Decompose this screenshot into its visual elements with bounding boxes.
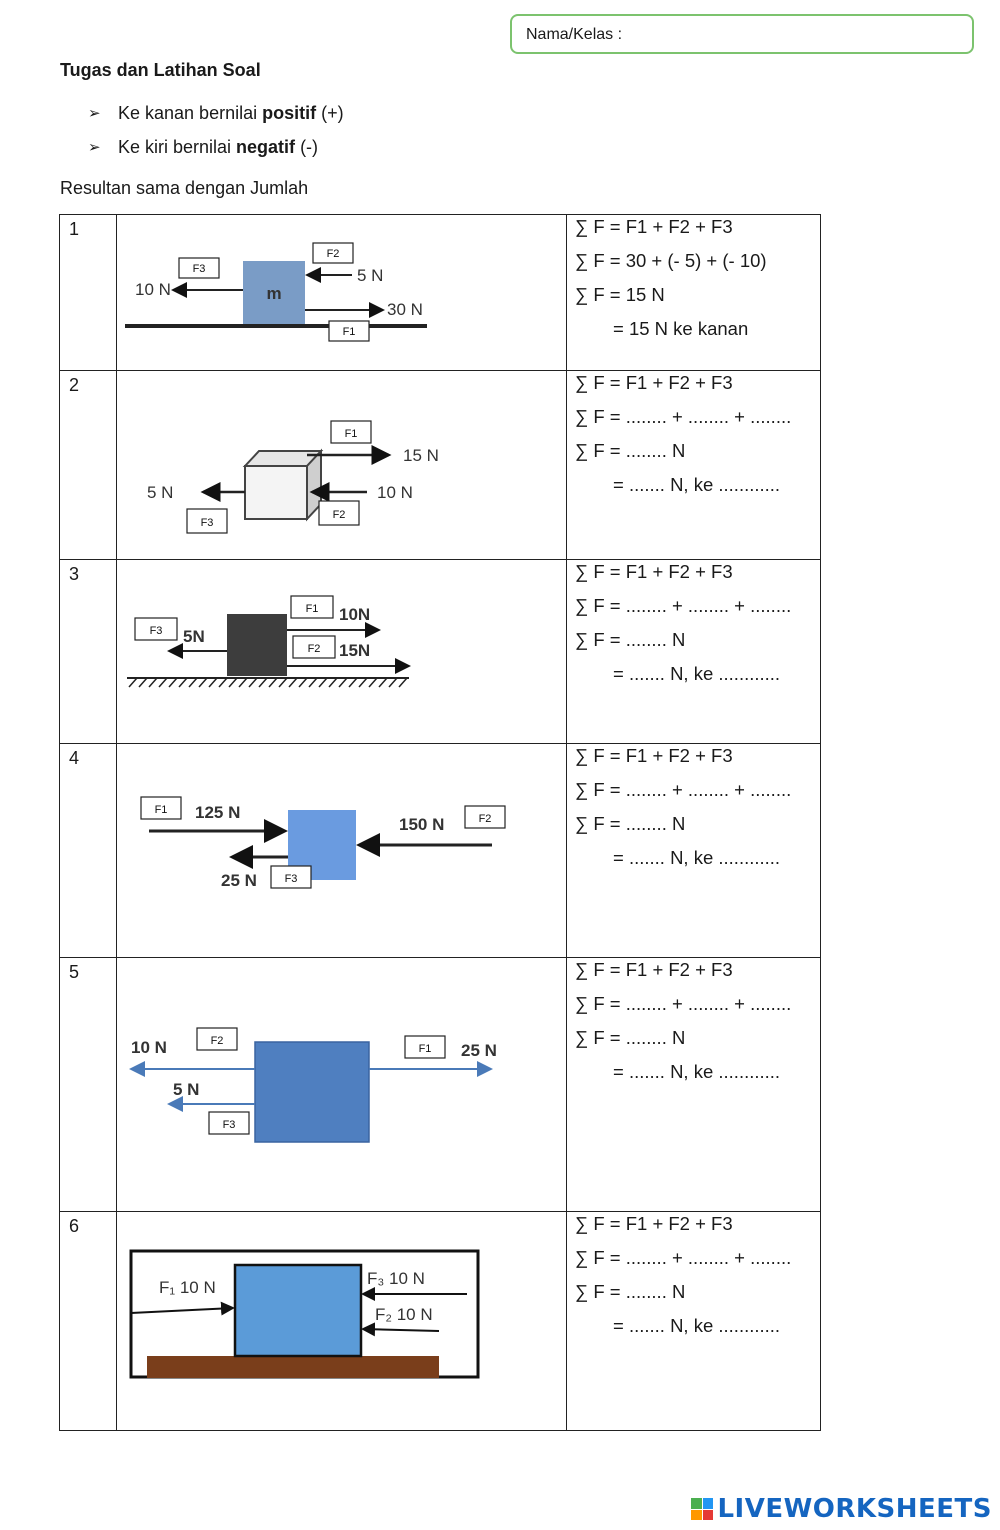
force-diagram-2: [117, 371, 567, 560]
eq-line-3: ∑ F = ........ N: [575, 1281, 686, 1302]
eq-line-4: = ....... N, ke ............: [613, 1315, 781, 1336]
eq-line-1: ∑ F = F1 + F2 + F3: [575, 959, 733, 980]
value-f2: F₂ 10 N: [375, 1305, 433, 1324]
value-f3: 10 N: [135, 280, 171, 299]
f3-label: F3: [149, 625, 163, 637]
eq-line-3: ∑ F = ........ N: [575, 813, 686, 834]
exercise-row-5: [60, 958, 821, 1212]
eq-line-2: ∑ F = ........ + ........ + ........: [575, 1247, 792, 1268]
dark-block: [227, 614, 287, 676]
row-number: 5: [60, 958, 117, 1212]
eq-line-3: ∑ F = ........ N: [575, 629, 686, 650]
rule-text: Ke kanan bernilai positif (+): [118, 102, 344, 123]
equation-cell-2: [567, 371, 821, 560]
eq-line-3: ∑ F = ........ N: [575, 440, 686, 461]
eq-line-1: ∑ F = F1 + F2 + F3: [575, 745, 733, 766]
f3-label: F3: [222, 1119, 236, 1131]
value-f3: 5N: [183, 627, 205, 646]
exercise-table: [59, 214, 821, 1431]
blue-block: [235, 1265, 361, 1356]
brand-text: LIVEWORKSHEETS: [717, 1494, 992, 1524]
value-f1: 15 N: [403, 446, 439, 465]
value-f2: 5 N: [357, 266, 384, 285]
exercise-row-2: [60, 371, 821, 560]
row-number: 6: [60, 1212, 117, 1431]
f2-label: F2: [332, 509, 346, 521]
eq-line-4: = ....... N, ke ............: [613, 663, 781, 684]
direction-rules-list: [88, 96, 344, 164]
row-number: 3: [60, 560, 117, 744]
arrow-bullet-icon: ➢: [88, 139, 101, 156]
force-diagram-6: [117, 1212, 567, 1431]
intro-text: Resultan sama dengan Jumlah: [60, 178, 309, 198]
cube-front: [245, 466, 307, 519]
mass-label: m: [266, 284, 282, 303]
exercise-row-6: [60, 1212, 821, 1431]
eq-line-3: ∑ F = 15 N: [575, 284, 665, 305]
ground-hatch: [129, 678, 407, 687]
row-number: 1: [60, 215, 117, 371]
f2-label: F2: [307, 643, 321, 655]
value-f2: 15N: [339, 641, 371, 660]
name-class-box: [510, 14, 974, 54]
eq-line-3: ∑ F = ........ N: [575, 1027, 686, 1048]
eq-line-2: ∑ F = ........ + ........ + ........: [575, 779, 792, 800]
f2-label: F2: [326, 248, 340, 260]
value-f1: 10N: [339, 605, 371, 624]
force-diagram-4: [117, 744, 567, 958]
f1-label: F1: [418, 1043, 432, 1055]
name-class-input[interactable]: [642, 20, 966, 50]
f1-label: F1: [342, 326, 356, 338]
value-f2: 150 N: [399, 815, 445, 834]
eq-line-2: ∑ F = ........ + ........ + ........: [575, 406, 792, 427]
eq-line-4: = ....... N, ke ............: [613, 847, 781, 868]
value-f1: 125 N: [195, 803, 241, 822]
f1-label: F1: [344, 428, 358, 440]
equation-cell-4: [567, 744, 821, 958]
eq-line-1: ∑ F = F1 + F2 + F3: [575, 216, 733, 237]
force-diagram-5: [117, 958, 567, 1212]
f3-label: F3: [284, 873, 298, 885]
arrow-bullet-icon: ➢: [88, 105, 101, 122]
value-f3: 5 N: [173, 1080, 200, 1099]
value-f2: 10 N: [131, 1038, 167, 1057]
eq-line-1: ∑ F = F1 + F2 + F3: [575, 1213, 733, 1234]
value-f1: F₁ 10 N: [159, 1278, 216, 1297]
value-f1: 30 N: [387, 300, 423, 319]
eq-line-1: ∑ F = F1 + F2 + F3: [575, 561, 733, 582]
value-f3: 5 N: [147, 483, 174, 502]
blue-block: [255, 1042, 369, 1142]
eq-line-4: = ....... N, ke ............: [613, 474, 781, 495]
eq-line-2: ∑ F = ........ + ........ + ........: [575, 993, 792, 1014]
eq-line-4: = ....... N, ke ............: [613, 1061, 781, 1082]
f1-label: F1: [305, 603, 319, 615]
value-f3: F₃ 10 N: [367, 1269, 425, 1288]
value-f1: 25 N: [461, 1041, 497, 1060]
ground-surface: [147, 1356, 439, 1378]
exercise-row-1: [60, 215, 821, 371]
eq-line-2: ∑ F = 30 + (- 5) + (- 10): [575, 250, 767, 271]
f2-label: F2: [210, 1035, 224, 1047]
rule-text: Ke kiri bernilai negatif (-): [118, 136, 319, 157]
row-number: 2: [60, 371, 117, 560]
equation-cell-3: [567, 560, 821, 744]
f2-label: F2: [478, 813, 492, 825]
f1-label: F1: [154, 804, 168, 816]
rule-right-positive: [88, 96, 344, 130]
value-f2: 10 N: [377, 483, 413, 502]
force-diagram-1: [117, 215, 567, 371]
exercise-row-4: [60, 744, 821, 958]
force-diagram-3: [117, 560, 567, 744]
name-class-label: Nama/Kelas :: [526, 26, 623, 43]
eq-line-1: ∑ F = F1 + F2 + F3: [575, 372, 733, 393]
value-f3: 25 N: [221, 871, 257, 890]
worksheet-title: Tugas dan Latihan Soal: [60, 60, 261, 80]
equation-cell-6: [567, 1212, 821, 1431]
exercise-row-3: [60, 560, 821, 744]
eq-line-2: ∑ F = ........ + ........ + ........: [575, 595, 792, 616]
equation-cell-5: [567, 958, 821, 1212]
row-number: 4: [60, 744, 117, 958]
f3-label: F3: [192, 263, 206, 275]
equation-cell-1: [567, 215, 821, 371]
f3-label: F3: [200, 517, 214, 529]
liveworksheets-logo: [691, 1494, 992, 1524]
eq-line-4: = 15 N ke kanan: [613, 318, 749, 339]
liveworksheets-icon: [691, 1498, 713, 1520]
rule-left-negative: [88, 130, 344, 164]
